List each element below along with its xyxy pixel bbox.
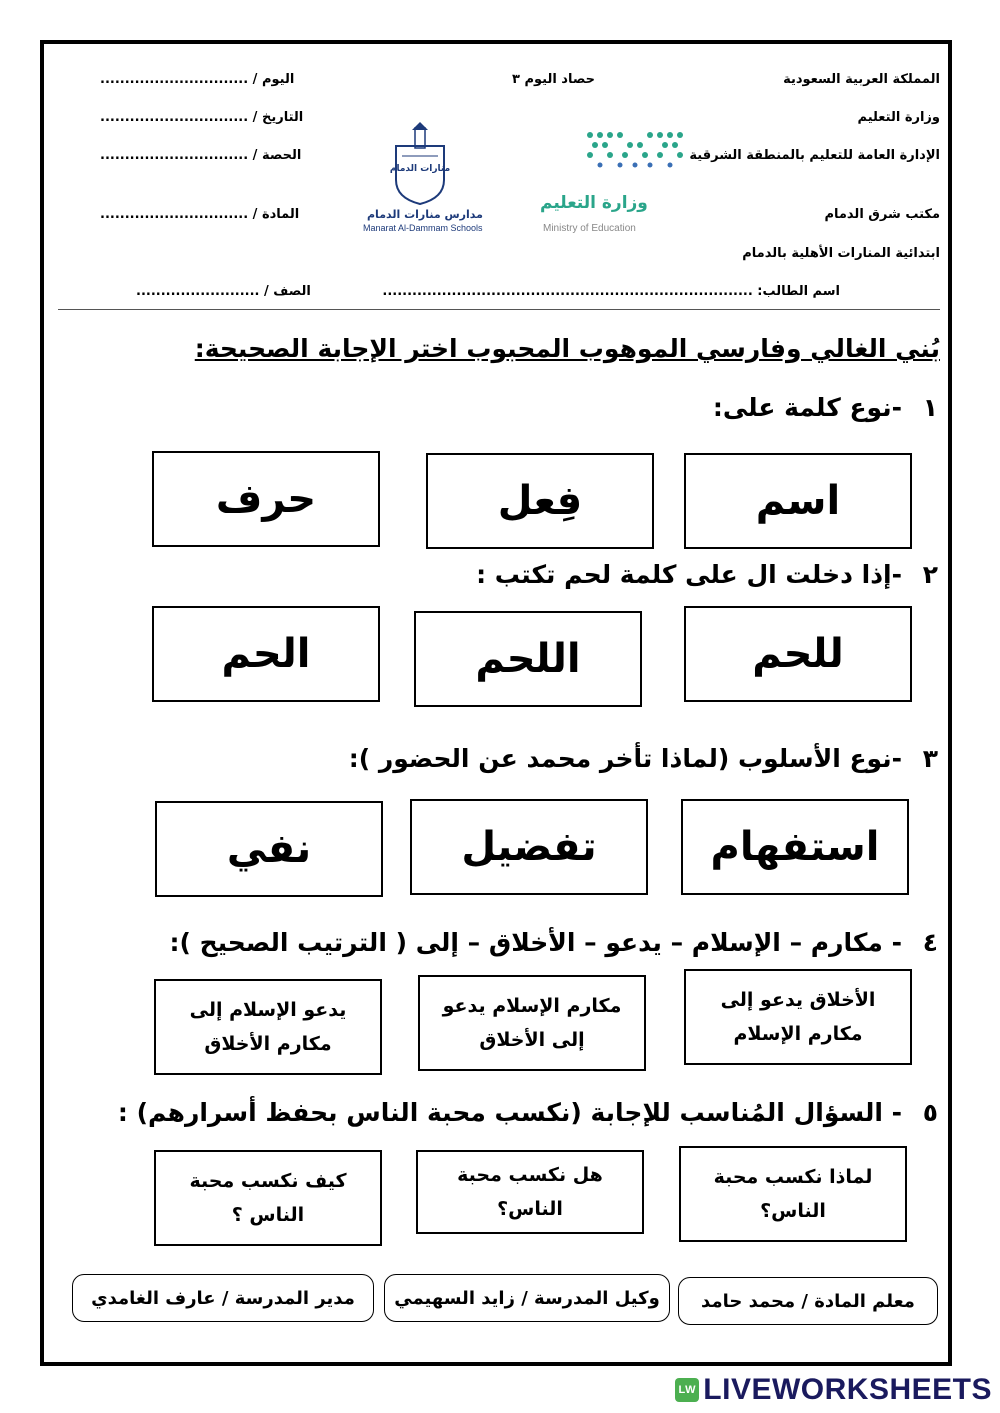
- school-name: ابتدائية المنارات الأهلية بالدمام: [742, 246, 940, 261]
- ministry-logo-english: Ministry of Education: [543, 223, 636, 234]
- question-1-text: -نوع كلمة على:: [712, 393, 902, 422]
- deputy-signature: وكيل المدرسة / زايد السهيمي: [384, 1274, 670, 1322]
- q1-option-1[interactable]: اسم: [684, 453, 912, 549]
- question-2-number: ٢: [922, 560, 938, 589]
- liveworksheets-logo-icon: LW: [675, 1378, 699, 1402]
- question-4-number: ٤: [922, 928, 938, 957]
- question-1-number: ١: [922, 393, 938, 422]
- q5-option-3[interactable]: كيف نكسب محبة الناس ؟: [154, 1150, 382, 1246]
- principal-signature: مدير المدرسة / عارف الغامدي: [72, 1274, 374, 1322]
- question-3-number: ٣: [922, 744, 938, 773]
- q2-option-3[interactable]: الحم: [152, 606, 380, 702]
- ministry-logo: [580, 125, 690, 173]
- question-2-text: -إذا دخلت ال على كلمة لحم تكتب :: [476, 560, 902, 589]
- q4-option-2[interactable]: مكارم الإسلام يدعو إلى الأخلاق: [418, 975, 646, 1071]
- ministry-dots-icon: [580, 125, 690, 173]
- q3-option-2[interactable]: تفضيل: [410, 799, 648, 895]
- question-5-text: - السؤال المُناسب للإجابة (نكسب محبة الناس بحفظ أسرارهم) :: [117, 1098, 902, 1127]
- q5-option-2[interactable]: هل نكسب محبة الناس؟: [416, 1150, 644, 1234]
- ministry-logo-arabic: وزارة التعليم: [540, 193, 648, 213]
- ministry-name: وزارة التعليم: [857, 110, 940, 125]
- q2-option-1[interactable]: للحم: [684, 606, 912, 702]
- liveworksheets-brand: LIVEWORKSHEETS: [703, 1373, 992, 1406]
- q5-option-1[interactable]: لماذا نكسب محبة الناس؟: [679, 1146, 907, 1242]
- day-field[interactable]: اليوم / ..............................: [100, 72, 295, 87]
- kingdom-name: المملكة العربية السعودية: [783, 72, 940, 87]
- q2-option-2[interactable]: اللحم: [414, 611, 642, 707]
- school-crest-text: منارات الدمام: [389, 164, 451, 174]
- exam-title: حصاد اليوم ٣: [512, 72, 596, 87]
- school-crest: [388, 122, 452, 206]
- q3-option-1[interactable]: استفهام: [681, 799, 909, 895]
- period-field[interactable]: الحصة / ..............................: [100, 148, 302, 163]
- q4-option-3[interactable]: يدعو الإسلام إلى مكارم الأخلاق: [154, 979, 382, 1075]
- student-name-field[interactable]: اسم الطالب: ...........................................................................: [382, 284, 840, 299]
- question-4-text: - مكارم – الإسلام – يدعو – الأخلاق – إلى ( الترتيب الصحيح ):: [169, 928, 902, 957]
- subject-field[interactable]: المادة / ..............................: [100, 207, 300, 222]
- class-field[interactable]: الصف / .........................: [136, 284, 311, 299]
- liveworksheets-watermark: [675, 1373, 992, 1407]
- school-logo-arabic: مدارس منارات الدمام: [367, 208, 483, 221]
- instructions-title: بُني الغالي وفارسي الموهوب المحبوب اختر الإجابة الصحيحة:: [194, 334, 940, 363]
- school-logo-english: Manarat Al-Dammam Schools: [363, 223, 483, 233]
- q1-option-3[interactable]: حرف: [152, 451, 380, 547]
- header-divider: [58, 309, 940, 310]
- date-field[interactable]: التاريخ / ..............................: [100, 110, 304, 125]
- question-5-number: ٥: [922, 1098, 938, 1127]
- office-name: مكتب شرق الدمام: [824, 207, 940, 222]
- question-3-text: -نوع الأسلوب (لماذا تأخر محمد عن الحضور ):: [348, 744, 902, 773]
- q3-option-3[interactable]: نفي: [155, 801, 383, 897]
- q1-option-2[interactable]: فِعل: [426, 453, 654, 549]
- q4-option-1[interactable]: الأخلاق يدعو إلى مكارم الإسلام: [684, 969, 912, 1065]
- teacher-signature: معلم المادة / محمد حامد: [678, 1277, 938, 1325]
- directorate-name: الإدارة العامة للتعليم بالمنطقة الشرقية: [689, 148, 940, 163]
